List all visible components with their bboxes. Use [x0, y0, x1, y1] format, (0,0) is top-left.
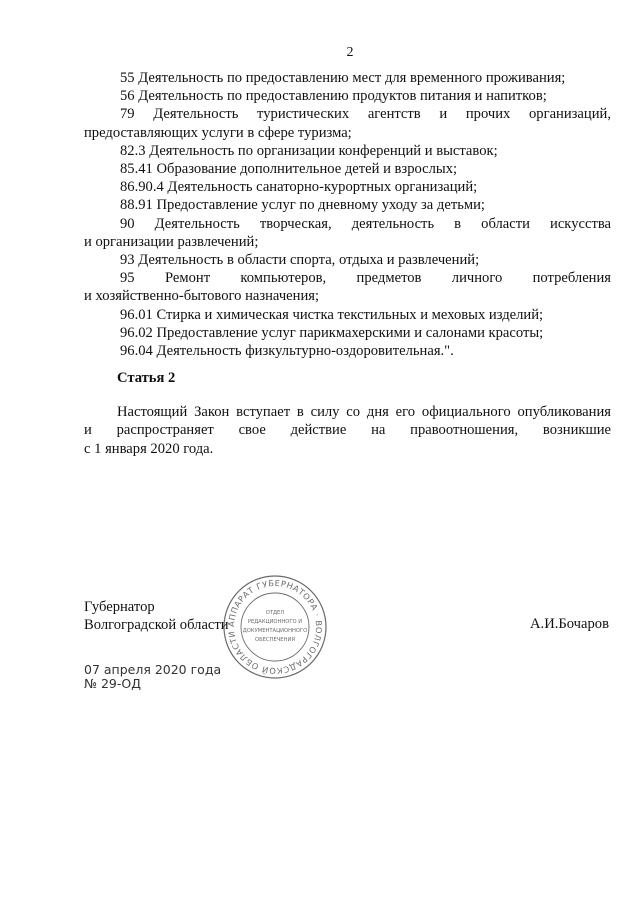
list-item: 56 Деятельность по предоставлению продуктов питания и напитков; [120, 88, 547, 105]
paragraph-line: с 1 января 2020 года. [84, 440, 214, 457]
list-item: 95 Ремонт компьютеров, предметов личного потребления [120, 270, 611, 287]
list-item: 96.01 Стирка и химическая чистка текстильных и меховых изделий; [120, 306, 544, 323]
paragraph-line: и распространяет свое действие на правоотношения, возникшие [84, 422, 611, 439]
seal-center-text: ОБЕСПЕЧЕНИЯ [255, 637, 295, 643]
list-item: 96.02 Предоставление услуг парикмахерскими и салонами красоты; [120, 324, 544, 341]
seal-center-text: ДОКУМЕНТАЦИОННОГО [242, 628, 308, 634]
date-number-block [84, 663, 221, 691]
list-item: 79 Деятельность туристических агентств и прочих организаций, [120, 106, 611, 123]
list-item: 88.91 Предоставление услуг по дневному уходу за детьми; [120, 197, 485, 214]
list-item: 55 Деятельность по предоставлению мест для временного проживания; [120, 70, 566, 86]
document-number: № 29-ОД [84, 676, 141, 691]
seal-ring-text: АППАРАТ ГУБЕРНАТОРА · ВОЛГОГРАДСКОЙ ОБЛАСТИ [225, 577, 325, 677]
activity-list [84, 69, 611, 360]
list-item: 82.3 Деятельность по организации конференций и выставок; [120, 142, 498, 159]
signatory-title [84, 598, 229, 634]
article-heading: Статья 2 [117, 370, 176, 386]
seal-center-text: ОТДЕЛ [265, 610, 285, 616]
list-item-continuation: и организации развлечений; [84, 233, 259, 250]
list-item-continuation: предоставляющих услуги в сфере туризма; [84, 124, 352, 141]
seal-center-text: РЕДАКЦИОННОГО И [247, 619, 303, 625]
article-paragraph [84, 403, 611, 458]
paragraph-line: Настоящий Закон вступает в силу со дня его официального опубликования [117, 404, 611, 420]
list-item: 96.04 Деятельность физкультурно-оздоровительная.". [120, 343, 454, 360]
list-item: 86.90.4 Деятельность санаторно-курортных организаций; [120, 179, 478, 196]
list-item-continuation: и хозяйственно-бытового назначения; [84, 288, 320, 305]
list-item: 90 Деятельность творческая, деятельность в области искусства [120, 215, 611, 232]
signatory-name: А.И.Бочаров [530, 616, 609, 632]
signatory-title-line: Губернатор [84, 599, 155, 615]
list-item: 85.41 Образование дополнительное детей и взрослых; [120, 161, 458, 178]
document-date: 07 апреля 2020 года [84, 662, 222, 677]
list-item: 93 Деятельность в области спорта, отдыха и развлечений; [120, 252, 480, 269]
page-number: 2 [346, 45, 354, 60]
signatory-title-line: Волгоградской области [84, 617, 229, 634]
official-seal [222, 574, 328, 680]
